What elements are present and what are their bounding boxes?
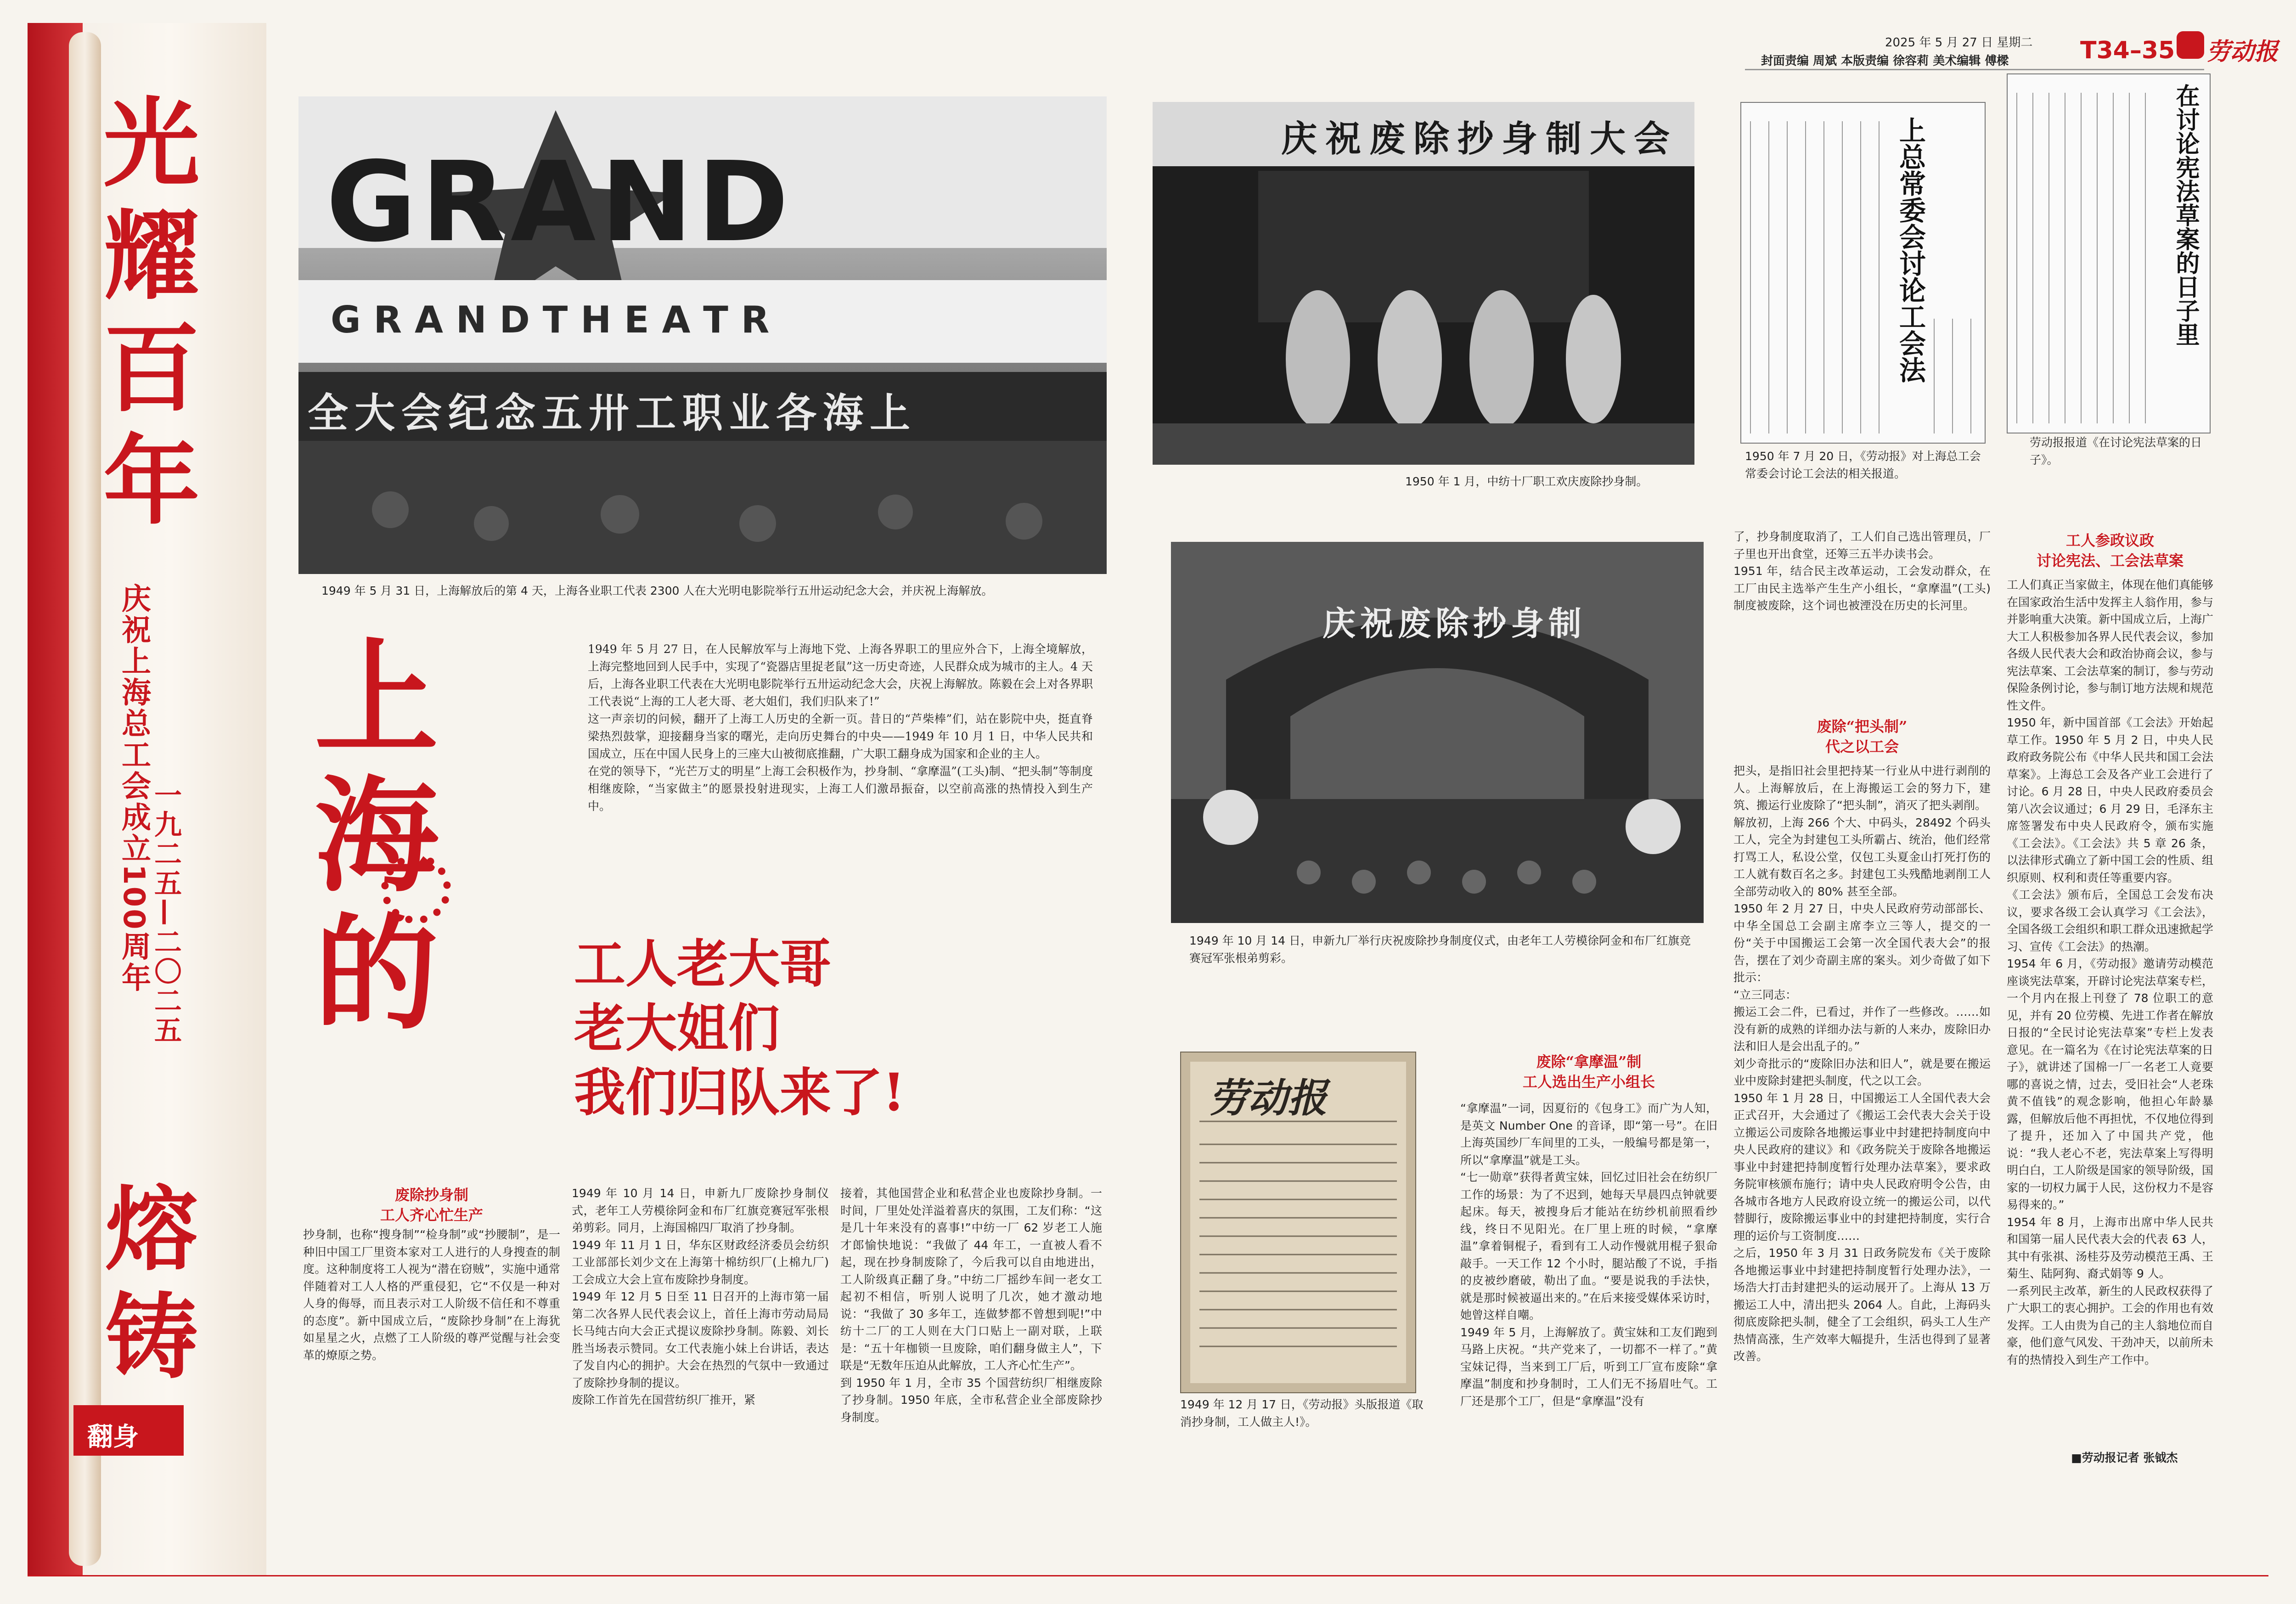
headline-shanghai-de: 上海的 [315, 625, 439, 1047]
photo1-banner: 全大会纪念五卅工职业各海上 [308, 389, 917, 437]
section1-body: 抄身制，也称“搜身制”“检身制”或“抄腰制”，是一种旧中国工厂里资本家对工人进行的人身搜查的制度。这种制度将工人视为“潜在窃贼”，实施中通常伴随着对工人人格的严重侵犯，它“不仅是一种对人身的侮辱，而且表示对工人阶级不信任和不尊重的态度”。新中国成立后，“废除抄身制”在上海犹如星星之火，点燃了工人阶级的尊严觉醒与社会变革的燎原之势。 [303, 1228, 560, 1362]
header-rule [1745, 69, 2204, 70]
section-mark-rongzhu: 熔铸 [105, 1176, 197, 1391]
grand-sign: GRAND [326, 138, 793, 266]
section2-body-2: 了，抄身制度取消了，工人们自己选出管理员，厂子里也开出食堂，还筹三五半办读书会。 1951 年，结合民主改革运动，工会发动群众，在工厂由民主选举产生生产小组长，“拿摩温”(工头)制度被废除，这个词也被湮没在历史的长河里。 [1733, 530, 1991, 612]
photo-grand-theatre [298, 96, 1107, 574]
photo-newspaper-frontpage [1180, 1052, 1416, 1393]
section2-body: “拿摩温”一词，因夏衍的《包身工》而广为人知，是英文 Number One 的音译，即“第一号”。在旧上海英国纱厂车间里的工头，一般编号都是第一，所以“拿摩温”就是工头。 “七一勋章”获得者黄宝妹，回忆过旧社会在纺织厂工作的场景：为了不迟到，她每天早晨四点钟就要起床。每天，被搜身后才能站在纺纱机前照看纱线，终日不见阳光。在厂里上班的时候，“拿摩温”拿着铜棍子，看到有工人动作慢就用棍子狠命敲手。一天工作 12 个小时，腿站酸了不说，手指的皮被纱磨破，勒出了血。“要是说我的手法快，就是那时候被逼出来的。”在后来接受媒体采访时，她曾这样自嘲。 1949 年 5 月，上海解放了。黄宝妹和工友们跑到马路上庆祝。“共产党来了，一切都不一样了。”黄宝妹记得，当来到工厂后，听到工厂宣布废除“拿摩温”制度和抄身制时，工人们无不扬眉吐气。工厂还是那个工厂，但是“拿摩温”没有 [1460, 1102, 1717, 1408]
newspaper-logo-icon [2177, 31, 2204, 59]
bottom-rule [28, 1575, 2268, 1576]
photo4-caption: 劳动报报道《在讨论宪法草案的日子》。 [2030, 436, 2202, 467]
newspaper-name: 劳动报 [2206, 38, 2279, 66]
photo5-banner: 庆祝废除抄身制 [1322, 604, 1587, 643]
series-title: 光耀百年 [103, 87, 200, 538]
photo-ceremony-arch [1171, 542, 1704, 923]
headline-line2: 老大姐们 [574, 998, 780, 1058]
section3-body: 把头，是指旧社会里把持某一行业从中进行剥削的人。上海解放后，在上海搬运工会的努力下，建筑、搬运行业废除了“把头制”，消灭了把头剥削。 解放初，上海 266 个大、中码头，28492 个码头工人，完全为封建包工头所霸占、统治，他们经常打骂工人，私设公堂，仅包工头夏金山打死打伤的工人就有数百名之多。封建包工头残酷地剥削工人全部劳动收入的 80% 甚至全部。 1950 年 2 月 27 日，中央人民政府劳动部部长、中华全国总工会副主席李立三等人，提交的一份“关于中国搬运工会第一次全国代表大会”的报告，摆在了刘少奇副主席的案头。刘少奇做了如下批示： “立三同志： 搬运工会二件，已看过，并作了一些修改。……如没有新的成熟的详细办法与新的人来办，废除旧办法和旧人是会出乱子的。” 刘少奇批示的“废除旧办法和旧人”，就是要在搬运业中废除封建把头制度，代之以工会。 1950 年 1 月 28 日，中国搬运工人全国代表大会正式召开，大会通过了《搬运工会代表大会关于设立搬运公司废除各地搬运事业中封建把持制度向中央人民政府的建议》和《政务院关于废除各地搬运事业中封建把持制度暂行处理办法草案》，要求政务院审核颁布施行；请中央人民政府明令公告，由各城市各地方人民政府设立统一的搬运公司，以代替脚行，废除搬运事业中的封建把持制度，实行合理的运价与工资制度…… 之后，1950 年 3 月 31 日政务院发布《关于废除各地搬运事业中封建把持制度暂行处理办法》，一场浩大打击封建把头的运动展开了。上海从 13 万搬运工人中，清出把头 2064 人。自此，上海码头彻底废除把头制，健全了工会组织，码头工人生产热情高涨，生产效率大幅提升，生活也得到了显著改善。 [1733, 764, 1991, 1363]
frontpage-masthead: 劳动报 [1209, 1075, 1327, 1121]
series-subtitle: 庆祝上海总工会成立100周年 [117, 583, 151, 994]
photo6-caption: 1949 年 12 月 17 日，《劳动报》头版报道《取消抄身制，工人做主人!》。 [1180, 1398, 1424, 1429]
clipping3-headline: 上总常委会讨论工会法 [1895, 117, 1926, 383]
clipping-constitution [2007, 73, 2211, 433]
photo2-banner: 庆祝废除抄身制大会 [1281, 118, 1678, 160]
photo1-caption: 1949 年 5 月 31 日，上海解放后的第 4 天，上海各业职工代表 2300 人在大光明电影院举行五卅运动纪念大会，并庆祝上海解放。 [321, 584, 993, 597]
gear-icon [381, 854, 451, 924]
issue-date: 2025 年 5 月 27 日 星期二 [1885, 36, 2033, 50]
section1-title: 废除抄身制 工人齐心忙生产 [380, 1186, 483, 1224]
photo-celebration-dance [1153, 102, 1694, 465]
series-years: 一九二五—二〇二五 [150, 781, 182, 1045]
editor-credits: 封面责编 周斌 本版责编 徐容莉 美术编辑 傅樑 [1761, 54, 2009, 68]
section4-title: 工人参政议政 讨论宪法、工会法草案 [2036, 532, 2183, 569]
section1-body-2: 1949 年 10 月 14 日，申新九厂废除抄身制仪式，老年工人劳模徐阿金和布厂红旗竞赛冠军张根弟剪彩。同月，上海国棉四厂取消了抄身制。 1949 年 11 月 1 日，华东区财政经济委员会纺织工业部部长刘少文在上海第十棉纺织厂(上棉九厂)工会成立大会上宣布废除抄身制度。 1949 年 12 月 5 日至 11 日召开的上海市第一届第二次各界人民代表会议上，首任上海市劳动局局长马纯古向大会正式提议废除抄身制。陈毅、刘长胜当场表示赞同。女工代表施小妹上台讲话，表达了发自内心的拥护。大会在热烈的气氛中一致通过了废除抄身制的提议。 废除工作首先在国营纺织厂推开，紧 [572, 1187, 829, 1407]
photo3-caption: 1950 年 7 月 20 日，《劳动报》对上海总工会常委会讨论工会法的相关报道。 [1745, 450, 1981, 480]
photo2-caption: 1950 年 1 月，中纺十厂职工欢庆废除抄身制。 [1405, 475, 1648, 488]
lead-paragraph: 1949 年 5 月 27 日，在人民解放军与上海地下党、上海各界职工的里应外合下，上海全境解放，上海完整地回到人民手中，实现了“瓷器店里捉老鼠”这一历史奇迹，人民群众成为城市的主人。4 天后，上海各业职工代表在大光明电影院举行五卅运动纪念大会，庆祝上海解放。陈毅在会上对各界职工代表说“上海的工人老大哥、老大姐们，我们归队来了!” 这一声亲切的问候，翻开了上海工人历史的全新一页。昔日的“芦柴棒”们，站在影院中央，挺直脊梁热烈鼓掌，迎接翻身当家的曙光，走向历史舞台的中央——1949 年 10 月 1 日，中华人民共和国成立，压在中国人民身上的三座大山被彻底推翻，广大职工翻身成为国家和企业的主人。 在党的领导下，“光芒万丈的明星”上海工会积极作为，抄身制、“拿摩温”(工头)制、“把头制”等制度相继废除，“当家做主”的愿景投射进现实，上海工人们激昂振奋，以空前高涨的热情投入到生产中。 [588, 642, 1093, 813]
page-number: T34–35 [2080, 37, 2175, 64]
theatre-sign: G R A N D T H E A T R [331, 298, 770, 341]
clipping-union-law [1740, 102, 1986, 444]
headline-line1: 工人老大哥 [574, 934, 831, 994]
section4-body: 工人们真正当家做主，体现在他们真能够在国家政治生活中发挥主人翁作用，参与并影响重大决策。新中国成立后，上海广大工人积极参加各界人民代表会议，参加各级人民代表大会和政治协商会议，参与宪法草案、工会法草案的制订，参与劳动保险条例讨论，参与制订地方法规和规范性文件。 1950 年，新中国首部《工会法》开始起草工作。1950 年 5 月 2 日，中央人民政府政务院公布《中华人民共和国工会法草案》。上海总工会及各产业工会进行了讨论。6 月 28 日，中央人民政府委员会第八次会议通过；6 月 29 日，毛泽东主席签署发布中央人民政府令，颁布实施《工会法》。《工会法》共 5 章 26 条，以法律形式确立了新中国工会的性质、组织原则、权利和责任等重要内容。 《工会法》颁布后，全国总工会发布决议，要求各级工会认真学习《工会法》，全国各级工会组织和职工群众迅速掀起学习、宣传《工会法》的热潮。 1954 年 6 月，《劳动报》邀请劳动模范座谈宪法草案，开辟讨论宪法草案专栏，一个月内在报上刊登了 78 位职工的意见，并有 20 位劳模、先进工作者在解放日报的“全民讨论宪法草案”专栏上发表意见。在一篇名为《在讨论宪法草案的日子》，就讲述了国棉一厂一名老工人竟要哪的喜说之情，过去，受旧社会“人老珠黄不值钱”的观念影响，他担心年龄暴露，但解放后他不再担忧，不仅地位得到了提升，还加入了中国共产党，他说：“我人老心不老，宪法草案上写得明明白白，工人阶级是国家的领导阶级，国家的一切权力属于人民，这份权力不是容易得来的。” 1954 年 8 月，上海市出席中华人民共和国第一届人民代表大会的代表 63 人，其中有张祺、汤桂芬及劳动模范王禹、王菊生、陆阿狗、裔式娟等 9 人。 一系列民主改革，新生的人民政权获得了广大职工的衷心拥护。工会的作用也有效发挥。工人由贵为自己的主人翁地位而自豪，他们意气风发、干劲冲天，以前所未有的热情投入到生产工作中。 [2007, 578, 2214, 1367]
fanshen-tag: 翻身 [87, 1422, 139, 1452]
section3-title: 废除“把头制” 代之以工会 [1817, 718, 1908, 755]
reporter-byline: ■劳动报记者 张钺杰 [2071, 1451, 2178, 1464]
section2-title: 废除“拿摩温”制 工人选出生产小组长 [1522, 1053, 1655, 1091]
section1-body-3: 接着，其他国营企业和私营企业也废除抄身制。一时间，厂里处处洋溢着喜庆的氛围，工友们称：“这是几十年来没有的喜事!”中纺一厂 62 岁老工人施才郎愉快地说：“我做了 44 年工，一直被人看不起，现在抄身制废除了，今后我可以自由地进出，工人阶级真正翻了身。”中纺二厂摇纱车间一老女工起初不相信，听别人说明了几次，她才激动地说：“我做了 30 多年工，连做梦都不曾想到呢!”中纺十二厂的工人则在大门口贴上一副对联，上联是：“五十年枷锁一旦废除，咱们翻身做主人”，下联是“无数年压迫从此解放，工人齐心忙生产”。 到 1950 年 1 月，全市 35 个国营纺织厂相继废除了抄身制。1950 年底，全市私营企业全部废除抄身制度。 [840, 1187, 1102, 1424]
photo5-caption: 1949 年 10 月 14 日，申新九厂举行庆祝废除抄身制度仪式，由老年工人劳模徐阿金和布厂红旗竞赛冠军张根弟剪彩。 [1189, 934, 1691, 965]
headline-line3: 我们归队来了! [574, 1063, 906, 1123]
clipping4-headline: 在讨论宪法草案的日子里 [2172, 84, 2200, 346]
